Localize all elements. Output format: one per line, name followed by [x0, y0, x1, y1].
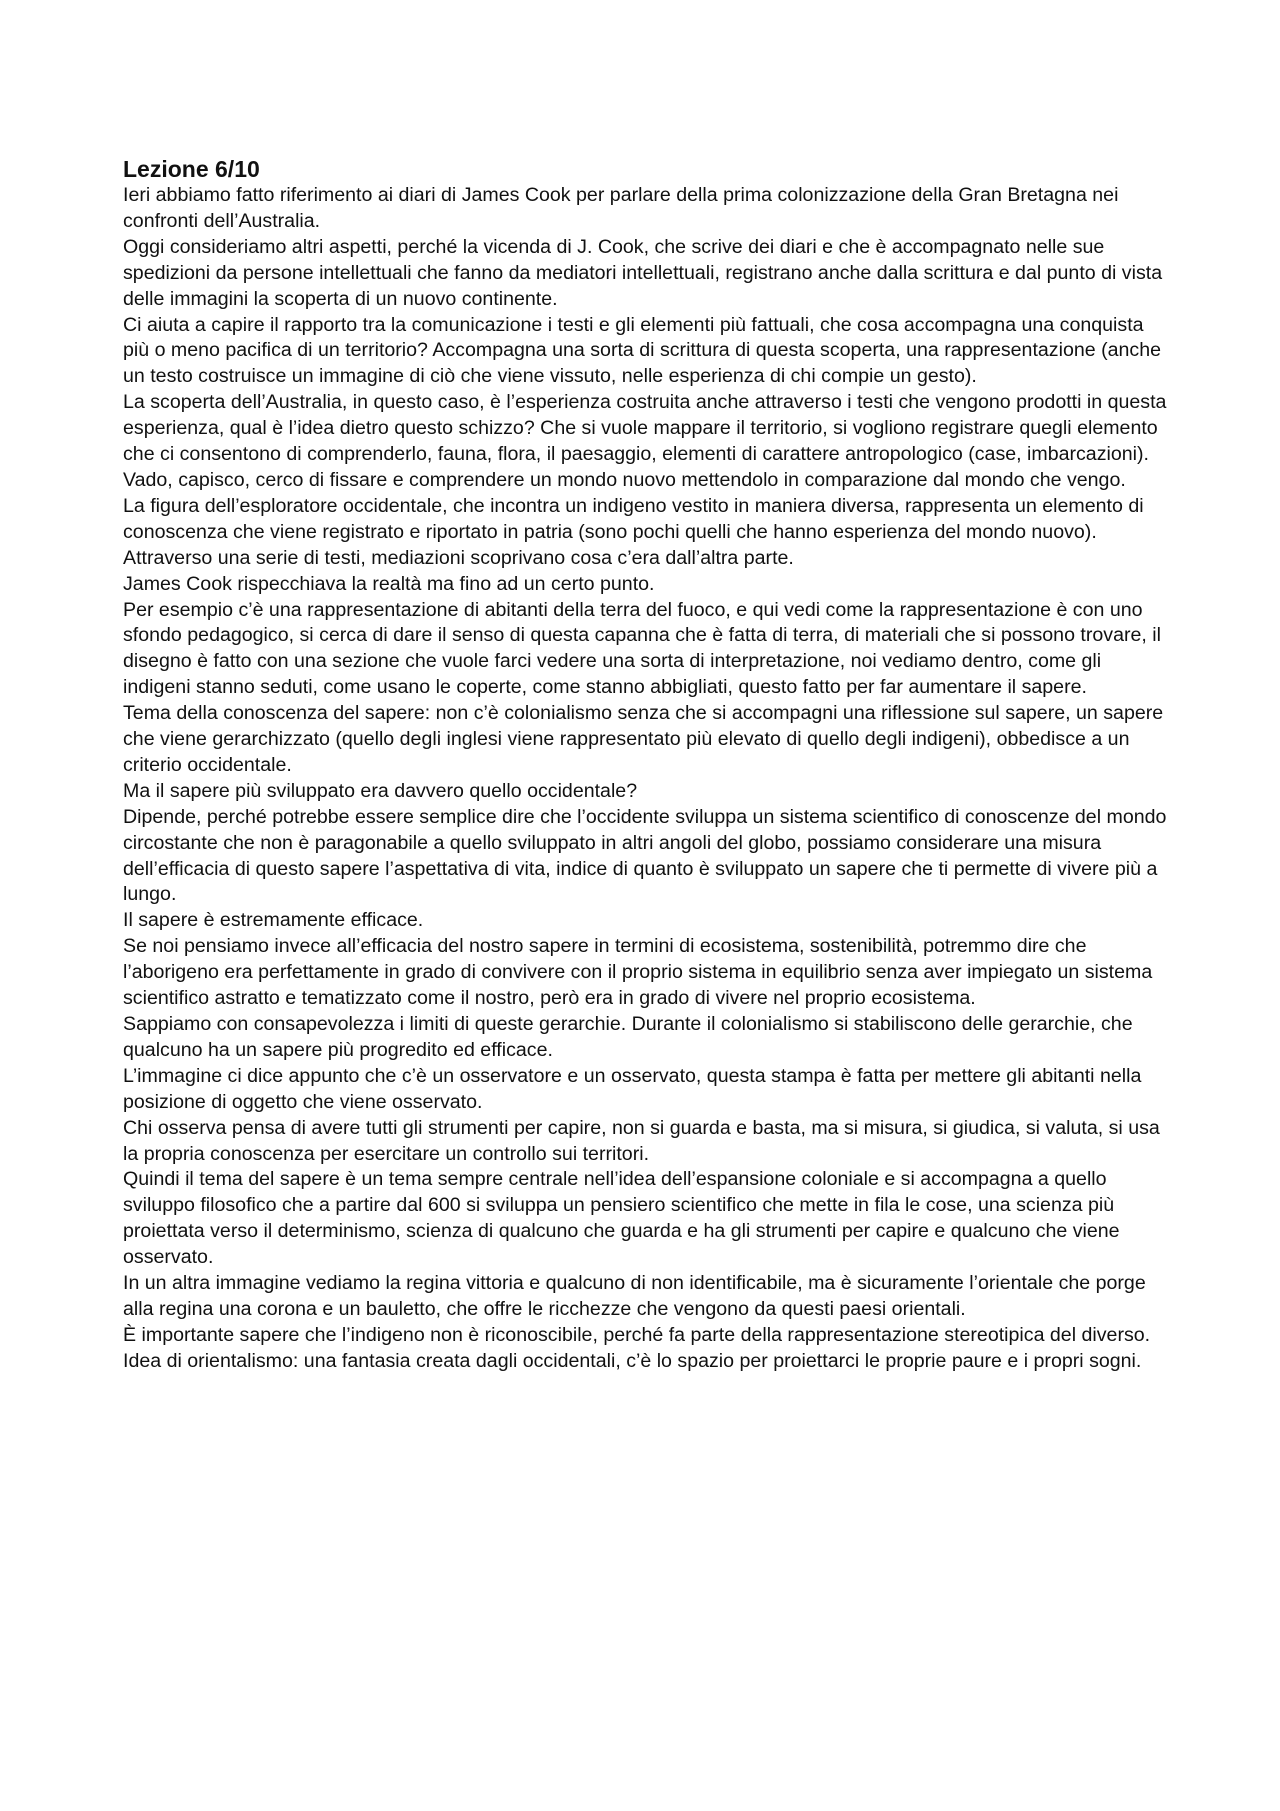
paragraph-20: È importante sapere che l’indigeno non è riconoscibile, perché fa parte della rappresentazione stereotipica del diverso. — [123, 1323, 1151, 1346]
paragraph-8: James Cook rispecchiava la realtà ma fino ad un certo punto. — [123, 572, 655, 595]
paragraph-13: Il sapere è estremamente efficace. — [123, 909, 424, 932]
paragraph-7: Attraverso una serie di testi, mediazioni scoprivano cosa c’era dall’altra parte. — [123, 546, 794, 569]
paragraph-6: La figura dell’esploratore occidentale, che incontra un indigeno vestito in maniera diversa, rappresenta un elemento di conoscenza che viene registrato e riportato in patria (sono pochi quelli che hanno esperienza del mondo nuovo). — [123, 494, 1144, 543]
paragraph-15: Sappiamo con consapevolezza i limiti di queste gerarchie. Durante il colonialismo si stabiliscono delle gerarchie, che qualcuno ha un sapere più progredito ed efficace. — [123, 1013, 1133, 1061]
paragraph-16: L’immagine ci dice appunto che c’è un osservatore e un osservato, questa stampa è fatta per mettere gli abitanti nella posizione di oggetto che viene osservato. — [123, 1064, 1142, 1113]
lesson-title: Lezione 6/10 — [123, 156, 260, 182]
paragraph-4: La scoperta dell’Australia, in questo caso, è l’esperienza costruita anche attraverso i testi che vengono prodotti in questa esperienza, qual è l’idea dietro questo schizzo? Che si vuole mappare il territorio, si vogliono registrare quegli elemento che ci consentono di comprenderlo, fauna, flora, il paesaggio, elementi di carattere antropologico (case, imbarcazioni). — [123, 391, 1167, 466]
paragraph-9: Per esempio c’è una rappresentazione di abitanti della terra del fuoco, e qui vedi come la rappresentazione è con uno sfondo pedagogico, si cerca di dare il senso di questa capanna che è fatta di terra, di materiali che si possono trovare, il disegno è fatto con una sezione che vuole farci vedere una sorta di interpretazione, noi vediamo dentro, come gli indigeni stanno seduti, come usano le coperte, come stanno abbigliati, questo fatto per far aumentare il sapere. — [123, 598, 1161, 699]
paragraph-5: Vado, capisco, cerco di fissare e comprendere un mondo nuovo mettendolo in comparazione dal mondo che vengo. — [123, 468, 1126, 491]
paragraph-12: Dipende, perché potrebbe essere semplice dire che l’occidente sviluppa un sistema scientifico di conoscenze del mondo circostante che non è paragonabile a quello sviluppato in altri angoli del globo, possiamo considerare una misura dell’efficacia di questo sapere l’aspettativa di vita, indice di quanto è sviluppato un sapere che ti permette di vivere più a lungo. — [123, 805, 1167, 906]
paragraph-2: Oggi consideriamo altri aspetti, perché la vicenda di J. Cook, che scrive dei diari e che è accompagnato nelle sue spedizioni da persone intellettuali che fanno da mediatori intellettuali, registrano anche dalla scrittura e dal punto di vista delle immagini la scoperta di un nuovo continente. — [123, 235, 1163, 310]
paragraph-3: Ci aiuta a capire il rapporto tra la comunicazione i testi e gli elementi più fattuali, che cosa accompagna una conquista più o meno pacifica di un territorio? Accompagna una sorta di scrittura di questa scoperta, una rappresentazione (anche un testo costruisce un immagine di ciò che viene vissuto, nelle esperienza di chi compie un gesto). — [123, 313, 1161, 388]
paragraph-10: Tema della conoscenza del sapere: non c’è colonialismo senza che si accompagni una riflessione sul sapere, un sapere che viene gerarchizzato (quello degli inglesi viene rappresentato più elevato di quello degli indigeni), obbedisce a un criterio occidentale. — [123, 702, 1164, 776]
paragraph-21: Idea di orientalismo: una fantasia creata dagli occidentali, c’è lo spazio per proiettarci le proprie paure e i propri sogni. — [123, 1349, 1142, 1372]
paragraph-14: Se noi pensiamo invece all’efficacia del nostro sapere in termini di ecosistema, sostenibilità, potremmo dire che l’aborigeno era perfettamente in grado di convivere con il proprio sistema in equilibrio senza aver impiegato un sistema scientifico astratto e tematizzato come il nostro, però era in grado di vivere nel proprio ecosistema. — [123, 935, 1153, 1010]
document-page — [123, 156, 1168, 1375]
paragraph-19: In un altra immagine vediamo la regina vittoria e qualcuno di non identificabile, ma è sicuramente l’orientale che porge alla regina una corona e un bauletto, che offre le ricchezze che vengono da questi paesi orientali. — [123, 1272, 1146, 1320]
paragraph-1: Ieri abbiamo fatto riferimento ai diari di James Cook per parlare della prima colonizzazione della Gran Bretagna nei confronti dell’Australia. — [123, 184, 1119, 232]
paragraph-18: Quindi il tema del sapere è un tema sempre centrale nell’idea dell’espansione coloniale e si accompagna a quello sviluppo filosofico che a partire dal 600 si sviluppa un pensiero scientifico che mette in fila le cose, una scienza più proiettata verso il determinismo, scienza di qualcuno che guarda e ha gli strumenti per capire e qualcuno che viene osservato. — [123, 1168, 1120, 1269]
paragraph-17: Chi osserva pensa di avere tutti gli strumenti per capire, non si guarda e basta, ma si misura, si giudica, si valuta, si usa la propria conoscenza per esercitare un controllo sui territori. — [123, 1116, 1160, 1165]
paragraph-11: Ma il sapere più sviluppato era davvero quello occidentale? — [123, 779, 638, 802]
